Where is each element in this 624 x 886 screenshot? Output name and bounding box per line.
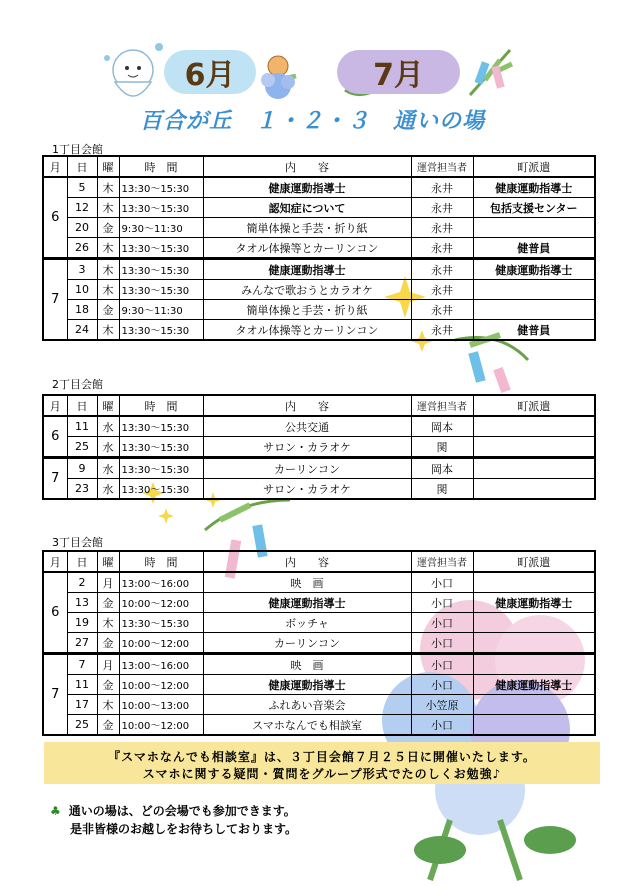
hydrangea-icon: [261, 73, 295, 99]
time-cell: 13:30～15:30: [119, 259, 203, 280]
staff-cell: 関: [411, 479, 473, 500]
schedule-table: [42, 155, 596, 341]
content-cell: 映 画: [203, 572, 411, 593]
dispatch-cell: 健普員: [473, 320, 595, 341]
column-header: 町派遣: [473, 551, 595, 572]
day-cell: 27: [67, 633, 97, 654]
content-cell: みんなで歌おうとカラオケ: [203, 280, 411, 300]
table-header-row: [43, 395, 595, 416]
section-label: 3丁目会館: [52, 536, 103, 549]
weekday-cell: 木: [97, 198, 119, 218]
weekday-cell: 木: [97, 613, 119, 633]
schedule-table: [42, 550, 596, 736]
content-cell: 健康運動指導士: [203, 177, 411, 198]
table-row: [43, 654, 595, 675]
month-cell: 7: [43, 458, 67, 500]
month-cell: 7: [43, 654, 67, 736]
column-header: 時 間: [119, 156, 203, 177]
table-row: [43, 259, 595, 280]
content-cell: カーリンコン: [203, 633, 411, 654]
time-cell: 9:30～11:30: [119, 300, 203, 320]
dispatch-cell: [473, 280, 595, 300]
day-cell: 18: [67, 300, 97, 320]
content-cell: サロン・カラオケ: [203, 437, 411, 458]
table-row: [43, 695, 595, 715]
column-header: 月: [43, 156, 67, 177]
footer-note: [50, 802, 297, 838]
day-cell: 12: [67, 198, 97, 218]
dispatch-cell: 包括支援センター: [473, 198, 595, 218]
dispatch-cell: 健普員: [473, 238, 595, 259]
dispatch-cell: [473, 715, 595, 736]
content-cell: 健康運動指導士: [203, 675, 411, 695]
dispatch-cell: 健康運動指導士: [473, 259, 595, 280]
day-cell: 2: [67, 572, 97, 593]
weekday-cell: 木: [97, 259, 119, 280]
dispatch-cell: 健康運動指導士: [473, 177, 595, 198]
column-header: 内 容: [203, 156, 411, 177]
weekday-cell: 木: [97, 695, 119, 715]
table-header-row: [43, 551, 595, 572]
staff-cell: 小口: [411, 654, 473, 675]
staff-cell: 永井: [411, 320, 473, 341]
weekday-cell: 木: [97, 238, 119, 259]
content-cell: 映 画: [203, 654, 411, 675]
dispatch-cell: [473, 572, 595, 593]
time-cell: 10:00～12:00: [119, 675, 203, 695]
day-cell: 7: [67, 654, 97, 675]
page-title: 百合が丘 １・２・３ 通いの場: [140, 109, 486, 134]
day-cell: 17: [67, 695, 97, 715]
staff-cell: 岡本: [411, 458, 473, 479]
staff-cell: 永井: [411, 198, 473, 218]
content-cell: タオル体操等とカーリンコン: [203, 320, 411, 341]
staff-cell: 永井: [411, 218, 473, 238]
time-cell: 13:30～15:30: [119, 479, 203, 500]
content-cell: 健康運動指導士: [203, 259, 411, 280]
table-row: [43, 218, 595, 238]
table-row: [43, 479, 595, 500]
time-cell: 13:30～15:30: [119, 177, 203, 198]
dispatch-cell: [473, 416, 595, 437]
section-label: 2丁目会館: [52, 378, 103, 391]
column-header: 月: [43, 551, 67, 572]
column-header: 日: [67, 156, 97, 177]
content-cell: 健康運動指導士: [203, 593, 411, 613]
day-cell: 3: [67, 259, 97, 280]
month-cell: 6: [43, 416, 67, 458]
dispatch-cell: [473, 633, 595, 654]
time-cell: 13:30～15:30: [119, 238, 203, 259]
dispatch-cell: [473, 695, 595, 715]
staff-cell: 小口: [411, 613, 473, 633]
table-row: [43, 320, 595, 341]
column-header: 曜: [97, 551, 119, 572]
announcement-line-2: スマホに関する疑問・質問をグループ形式でたのしくお勉強♪: [142, 767, 502, 781]
column-header: 運営担当者: [411, 156, 473, 177]
staff-cell: 小笠原: [411, 695, 473, 715]
column-header: 月: [43, 395, 67, 416]
time-cell: 13:30～15:30: [119, 437, 203, 458]
weekday-cell: 木: [97, 320, 119, 341]
day-cell: 11: [67, 675, 97, 695]
time-cell: 13:30～15:30: [119, 613, 203, 633]
column-header: 町派遣: [473, 156, 595, 177]
day-cell: 25: [67, 715, 97, 736]
content-cell: 簡単体操と手芸・折り紙: [203, 218, 411, 238]
time-cell: 10:00～12:00: [119, 633, 203, 654]
weekday-cell: 金: [97, 593, 119, 613]
content-cell: 公共交通: [203, 416, 411, 437]
weekday-cell: 水: [97, 437, 119, 458]
day-cell: 5: [67, 177, 97, 198]
dispatch-cell: [473, 218, 595, 238]
weekday-cell: 金: [97, 633, 119, 654]
day-cell: 25: [67, 437, 97, 458]
content-cell: 簡単体操と手芸・折り紙: [203, 300, 411, 320]
table-row: [43, 437, 595, 458]
weekday-cell: 金: [97, 300, 119, 320]
day-cell: 9: [67, 458, 97, 479]
month-cell: 7: [43, 259, 67, 341]
staff-cell: 永井: [411, 259, 473, 280]
staff-cell: 小口: [411, 675, 473, 695]
month-cell: 6: [43, 177, 67, 259]
weekday-cell: 金: [97, 675, 119, 695]
day-cell: 10: [67, 280, 97, 300]
tanabata-bamboo-icon: [470, 50, 512, 95]
dispatch-cell: [473, 458, 595, 479]
table-row: [43, 593, 595, 613]
staff-cell: 永井: [411, 238, 473, 259]
dispatch-cell: 健康運動指導士: [473, 593, 595, 613]
content-cell: ふれあい音楽会: [203, 695, 411, 715]
note-line-2: 是非皆様のお越しをお待ちしております。: [70, 822, 298, 836]
staff-cell: 小口: [411, 593, 473, 613]
column-header: 内 容: [203, 395, 411, 416]
table-row: [43, 198, 595, 218]
staff-cell: 永井: [411, 177, 473, 198]
table-row: [43, 633, 595, 654]
column-header: 町派遣: [473, 395, 595, 416]
day-cell: 13: [67, 593, 97, 613]
time-cell: 13:00～16:00: [119, 572, 203, 593]
content-cell: ボッチャ: [203, 613, 411, 633]
column-header: 時 間: [119, 395, 203, 416]
content-cell: サロン・カラオケ: [203, 479, 411, 500]
day-cell: 24: [67, 320, 97, 341]
time-cell: 13:30～15:30: [119, 320, 203, 341]
announcement-banner: [44, 742, 600, 784]
column-header: 運営担当者: [411, 551, 473, 572]
table-row: [43, 300, 595, 320]
column-header: 内 容: [203, 551, 411, 572]
weekday-cell: 金: [97, 715, 119, 736]
column-header: 日: [67, 551, 97, 572]
time-cell: 9:30～11:30: [119, 218, 203, 238]
time-cell: 10:00～12:00: [119, 715, 203, 736]
teru-teru-bozu-icon: [104, 43, 163, 96]
weekday-cell: 水: [97, 479, 119, 500]
column-header: 日: [67, 395, 97, 416]
weekday-cell: 月: [97, 654, 119, 675]
content-cell: 認知症について: [203, 198, 411, 218]
weekday-cell: 金: [97, 218, 119, 238]
staff-cell: 小口: [411, 633, 473, 654]
weekday-cell: 木: [97, 280, 119, 300]
column-header: 時 間: [119, 551, 203, 572]
month-banner-july: [337, 50, 460, 94]
time-cell: 13:00～16:00: [119, 654, 203, 675]
day-cell: 11: [67, 416, 97, 437]
table-row: [43, 280, 595, 300]
table-row: [43, 416, 595, 437]
time-cell: 10:00～12:00: [119, 593, 203, 613]
content-cell: タオル体操等とカーリンコン: [203, 238, 411, 259]
column-header: 運営担当者: [411, 395, 473, 416]
dispatch-cell: 健康運動指導士: [473, 675, 595, 695]
table-row: [43, 613, 595, 633]
month-label-july: 7月: [373, 58, 424, 93]
day-cell: 23: [67, 479, 97, 500]
day-cell: 20: [67, 218, 97, 238]
month-banner-june: [164, 50, 256, 94]
clover-icon: ♣: [50, 804, 61, 818]
table-row: [43, 572, 595, 593]
staff-cell: 永井: [411, 300, 473, 320]
content-cell: スマホなんでも相談室: [203, 715, 411, 736]
dispatch-cell: [473, 437, 595, 458]
table-row: [43, 177, 595, 198]
column-header: 曜: [97, 156, 119, 177]
column-header: 曜: [97, 395, 119, 416]
section-label: 1丁目会館: [52, 143, 103, 156]
staff-cell: 小口: [411, 715, 473, 736]
weekday-cell: 水: [97, 416, 119, 437]
time-cell: 13:30～15:30: [119, 198, 203, 218]
tanabata-streamer-icon: [455, 335, 528, 393]
dispatch-cell: [473, 479, 595, 500]
content-cell: カーリンコン: [203, 458, 411, 479]
month-label-june: 6月: [184, 58, 236, 93]
dispatch-cell: [473, 613, 595, 633]
staff-cell: 岡本: [411, 416, 473, 437]
dispatch-cell: [473, 300, 595, 320]
weekday-cell: 水: [97, 458, 119, 479]
weekday-cell: 月: [97, 572, 119, 593]
weekday-cell: 木: [97, 177, 119, 198]
time-cell: 13:30～15:30: [119, 280, 203, 300]
table-row: [43, 675, 595, 695]
schedule-table: [42, 394, 596, 500]
table-header-row: [43, 156, 595, 177]
announcement-line-1: 『スマホなんでも相談室』は、３丁目会館７月２５日に開催いたします。: [108, 750, 536, 764]
staff-cell: 小口: [411, 572, 473, 593]
staff-cell: 関: [411, 437, 473, 458]
table-row: [43, 238, 595, 259]
table-row: [43, 458, 595, 479]
time-cell: 13:30～15:30: [119, 416, 203, 437]
month-cell: 6: [43, 572, 67, 654]
table-row: [43, 715, 595, 736]
day-cell: 19: [67, 613, 97, 633]
dispatch-cell: [473, 654, 595, 675]
note-line-1: 通いの場は、どの会場でも参加できます。: [68, 804, 296, 818]
day-cell: 26: [67, 238, 97, 259]
staff-cell: 永井: [411, 280, 473, 300]
time-cell: 13:30～15:30: [119, 458, 203, 479]
time-cell: 10:00～13:00: [119, 695, 203, 715]
